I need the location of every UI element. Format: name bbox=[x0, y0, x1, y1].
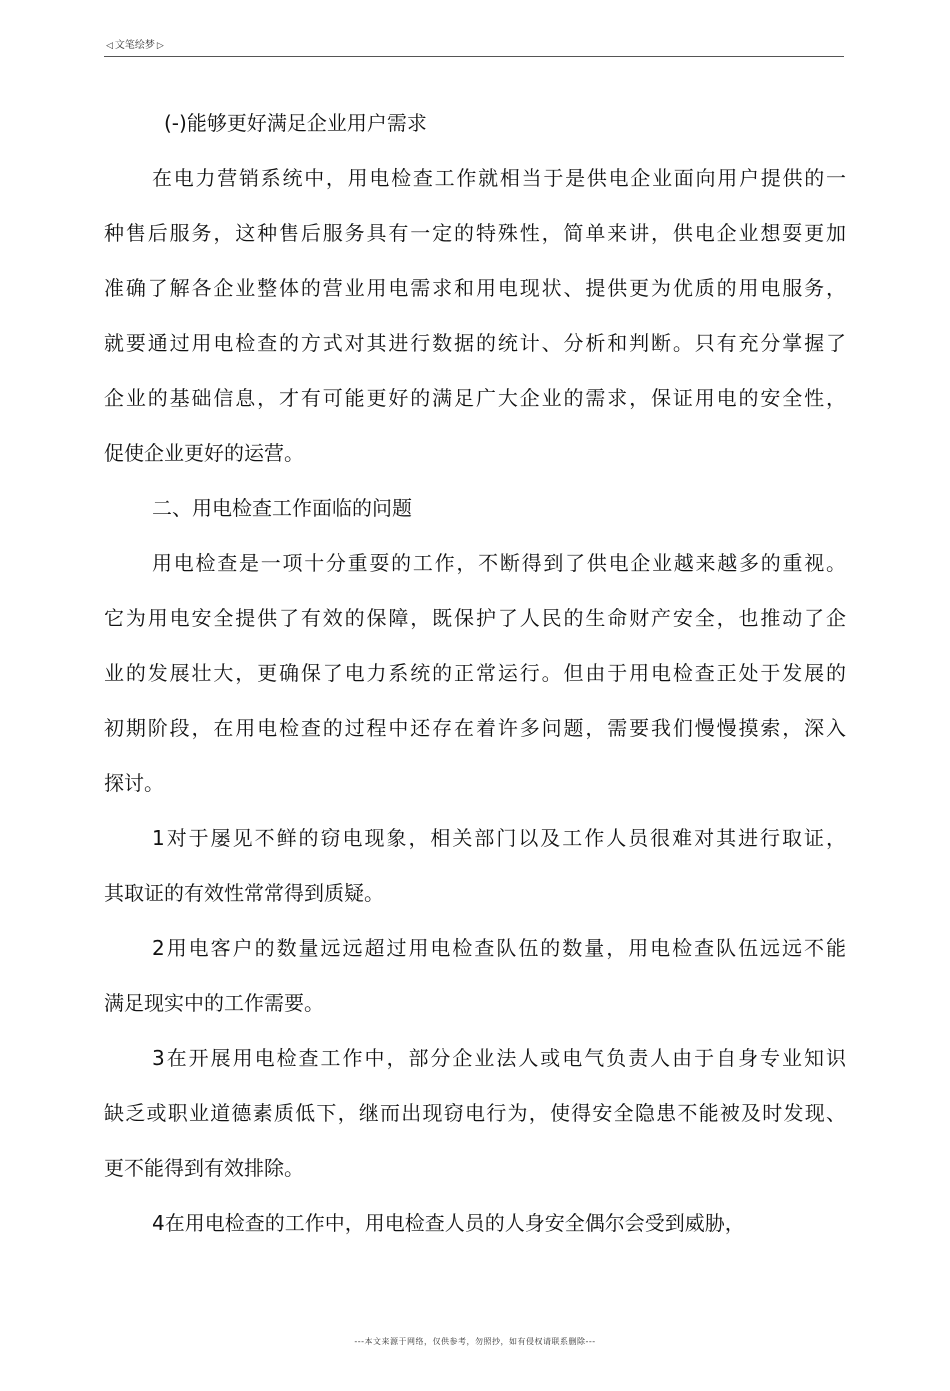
paragraph-line: 企业的基础信息，才有可能更好的满足广大企业的需求，保证用电的安全性， bbox=[104, 386, 846, 410]
section-heading: (-)能够更好满足企业用户需求 bbox=[164, 111, 427, 135]
paragraph-line: 业的发展壮大，更确保了电力系统的正常运行。但由于用电检查正处于发展的 bbox=[104, 661, 846, 685]
list-item-line: 满足现实中的工作需要。 bbox=[104, 991, 324, 1015]
paragraph-line: 种售后服务，这种售后服务具有一定的特殊性，简单来讲，供电企业想耍更加 bbox=[104, 221, 846, 245]
paragraph-line: 探讨。 bbox=[104, 771, 164, 795]
list-item-line: 2用电客户的数量远远超过用电检查队伍的数量，用电检查队伍远远不能 bbox=[152, 936, 846, 960]
paragraph-line: 初期阶段，在用电检查的过程中还存在着许多问题，需要我们慢慢摸索，深入 bbox=[104, 716, 846, 740]
section-heading: 二、用电检查工作面临的问题 bbox=[152, 496, 412, 520]
paragraph-line: 它为用电安全提供了有效的保障，既保护了人民的生命财产安全，也推动了企 bbox=[104, 606, 846, 630]
list-item-line: 更不能得到有效排除。 bbox=[104, 1156, 304, 1180]
header-title: 文笔绘梦 bbox=[114, 40, 155, 51]
paragraph-line: 促使企业更好的运营。 bbox=[104, 441, 304, 465]
document-body bbox=[104, 96, 846, 1251]
paragraph-line: 用电检查是一项十分重耍的工作，不断得到了供电企业越来越多的重视。 bbox=[152, 551, 846, 575]
page-footer: ---本文来源于网络，仅供参考，勿照抄，如有侵权请联系删除--- bbox=[354, 1337, 596, 1346]
paragraph-line: 在电力营销系统中，用电检查工作就相当于是供电企业面向用户提供的一 bbox=[152, 166, 846, 190]
list-item-line: 缺乏或职业道德素质低下，继而出现窃电行为，使得安全隐患不能被及时发现、 bbox=[104, 1101, 846, 1125]
list-item-line: 4在用电检查的工作中，用电检查人员的人身安全偶尔会受到威胁， bbox=[152, 1211, 745, 1235]
page-header bbox=[104, 38, 844, 57]
list-item-line: 其取证的有效性常常得到质疑。 bbox=[104, 881, 384, 905]
list-item-line: 3在开展用电检查工作中，部分企业法人或电气负责人由于自身专业知识 bbox=[152, 1046, 846, 1070]
list-item-line: 1对于屡见不鲜的窃电现象，相关部门以及工作人员很难对其进行取证， bbox=[152, 826, 846, 850]
right-triangle-icon: ▷ bbox=[156, 41, 164, 51]
paragraph-line: 就要通过用电检查的方式对其进行数据的统计、分析和判断。只有充分掌握了 bbox=[104, 331, 846, 355]
paragraph-line: 准确了解各企业整体的营业用电需求和用电现状、提供更为优质的用电服务， bbox=[104, 276, 846, 300]
left-triangle-icon: ◁ bbox=[106, 41, 113, 51]
header-title-row bbox=[104, 40, 166, 52]
